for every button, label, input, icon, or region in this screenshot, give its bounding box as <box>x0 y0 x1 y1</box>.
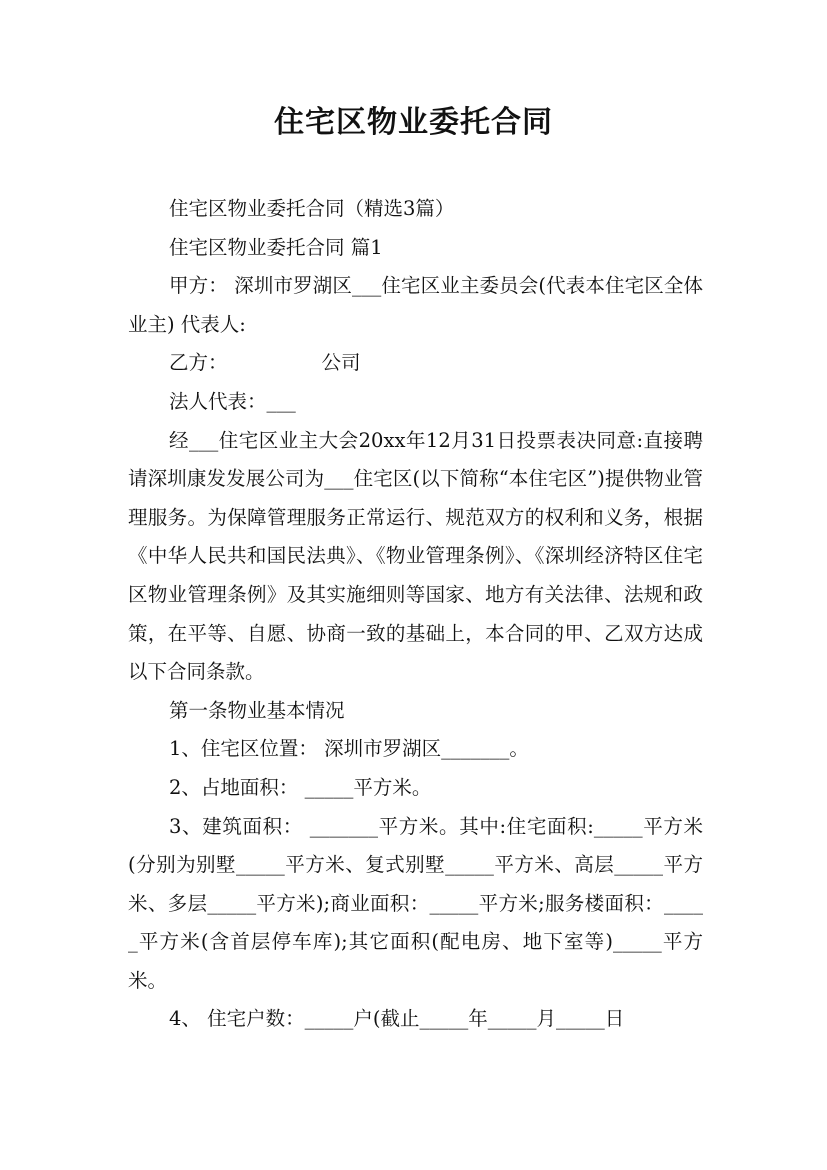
paragraph-article-1-heading: 第一条物业基本情况 <box>169 698 345 722</box>
paragraph-party-a: 甲方： 深圳市罗湖区___住宅区业主委员会(代表本住宅区全体业主) 代表人: <box>128 274 703 336</box>
paragraph-building-area: 3、建筑面积： _______平方米。其中:住宅面积:_____平方米(分别为别墅_____平方米、复式别墅_____平方米、高层_____平方米、多层_____平方米);商业面积：_____平方米;服务楼面积：_____平方米(含首层停车库);其它面积(配电房、地下室等)_____平方米。 <box>128 814 703 992</box>
paragraph-land-area: 2、占地面积： _____平方米。 <box>169 775 432 799</box>
paragraph-legal-rep: 法人代表：___ <box>169 389 296 413</box>
paragraph-subtitle: 住宅区物业委托合同（精选3篇） <box>169 197 455 220</box>
paragraph-party-b: 乙方： 公司 <box>169 351 361 375</box>
paragraph-section-heading: 住宅区物业委托合同 篇1 <box>169 235 383 259</box>
document-body <box>128 190 703 1039</box>
paragraph-households: 4、 住宅户数：_____户(截止_____年_____月_____日 <box>169 1007 625 1031</box>
paragraph-location: 1、住宅区位置： 深圳市罗湖区_______。 <box>169 737 529 761</box>
paragraph-preamble: 经___住宅区业主大会20xx年12月31日投票表决同意:直接聘请深圳康发发展公司为___住宅区(以下简称“本住宅区”)提供物业管理服务。为保障管理服务正常运行、规范双方的权利和义务，根据《中华人民共和国民法典》、《物业管理条例》、《深圳经济特区住宅区物业管理条例》及其实施细则等国家、地方有关法律、法规和政策，在平等、自愿、协商一致的基础上，本合同的甲、乙双方达成以下合同条款。 <box>128 428 703 684</box>
document-title: 住宅区物业委托合同 <box>274 105 553 140</box>
